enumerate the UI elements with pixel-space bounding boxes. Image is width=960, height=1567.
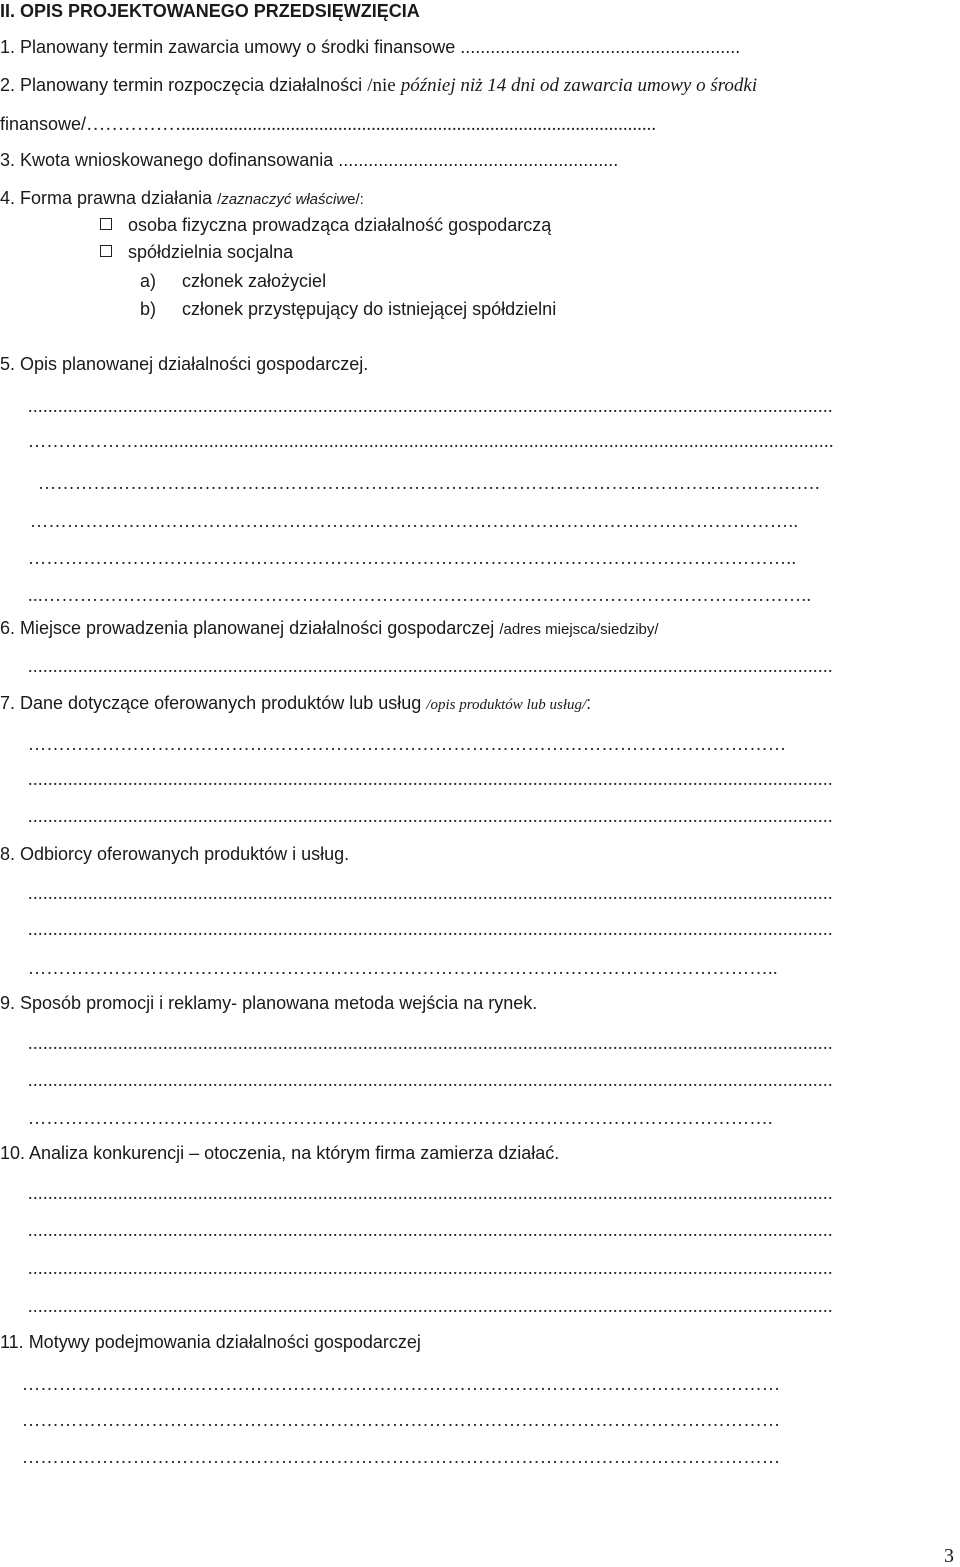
- q4-sub-a-marker: a): [140, 271, 157, 291]
- q11-dotted-line-3[interactable]: ……………………………………………………………………………………………………………: [22, 1447, 781, 1467]
- q7-dotted-line-1[interactable]: ……………………………………………………………………………………………………………: [28, 734, 787, 754]
- q10-dotted-line-1[interactable]: .................................................................................................................................................................: [28, 1183, 833, 1203]
- q10-dotted-line-2[interactable]: .................................................................................................................................................................: [28, 1220, 833, 1240]
- q10-dotted-line-4[interactable]: .................................................................................................................................................................: [28, 1296, 833, 1316]
- q2-line2: [0, 113, 958, 136]
- q4-label: 4. Forma prawna działania: [0, 188, 213, 208]
- q8-customers: 8. Odbiorcy oferowanych produktów i usług.: [0, 844, 350, 864]
- q5-line6-prefix: ...: [28, 585, 43, 605]
- q4-note-italic: zaznaczyć właściw: [221, 191, 348, 208]
- q11-dotted-line-2[interactable]: ……………………………………………………………………………………………………………: [22, 1410, 781, 1430]
- q2-note-slash: /nie: [367, 75, 396, 96]
- q4-sub-b: [140, 298, 556, 320]
- q8-dotted-line-1[interactable]: .................................................................................................................................................................: [28, 883, 833, 903]
- q3-requested-amount: 3. Kwota wnioskowanego dofinansowania ........................................................: [0, 150, 619, 170]
- q5-dotted-line-4[interactable]: ……………………………………………………………………………………………………………..: [30, 511, 799, 531]
- q8-dotted-line-2[interactable]: .................................................................................................................................................................: [28, 919, 833, 939]
- q5-dotted-line-2[interactable]: ………………...........................................................................................................................................: [28, 431, 834, 451]
- q11-dotted-line-1[interactable]: ……………………………………………………………………………………………………………: [22, 1374, 781, 1394]
- q5-dotted-line-5[interactable]: ……………………………………………………………………………………………………………..: [28, 548, 797, 568]
- q6-dotted-line-1[interactable]: .................................................................................................................................................................: [28, 656, 833, 676]
- q4-note-close: e/:: [347, 191, 364, 208]
- q9-promotion: 9. Sposób promocji i reklamy- planowana metoda wejścia na rynek.: [0, 993, 538, 1013]
- square-checkbox-icon[interactable]: [100, 245, 112, 257]
- square-checkbox-icon[interactable]: [100, 218, 112, 230]
- q4-option1-label: osoba fizyczna prowadząca działalność gospodarczą: [128, 215, 552, 235]
- q5-dotted-line-6[interactable]: [28, 585, 940, 605]
- q7-note: /opis produktów lub usług/: [426, 697, 587, 713]
- q9-dotted-line-3[interactable]: ………………………………………………………………………………………………………….: [28, 1108, 773, 1128]
- q5-line6-dots: ……………………………………………………………………………………………………………..: [43, 585, 812, 605]
- q4-legal-form: [0, 187, 364, 211]
- q7-label: 7. Dane dotyczące oferowanych produktów lub usług: [0, 693, 422, 713]
- q4-sub-b-marker: b): [140, 299, 157, 319]
- q6-business-location: [0, 617, 659, 641]
- q4-option-social-cooperative[interactable]: [100, 241, 293, 263]
- q11-motives: 11. Motywy podejmowania działalności gospodarczej: [0, 1332, 421, 1352]
- q2-label: 2. Planowany termin rozpoczęcia działalności: [0, 75, 363, 95]
- q7-dotted-line-3[interactable]: .................................................................................................................................................................: [28, 806, 833, 826]
- q10-dotted-line-3[interactable]: .................................................................................................................................................................: [28, 1258, 833, 1278]
- q2-note-italic: później niż 14 dni od zawarcia umowy o środki: [400, 75, 758, 96]
- q7-products-services: [0, 692, 591, 716]
- q9-dotted-line-1[interactable]: .................................................................................................................................................................: [28, 1033, 833, 1053]
- q6-note: /adres miejsca/siedziby/: [499, 621, 659, 638]
- q2-line2-label: finansowe/: [0, 114, 87, 134]
- q7-dotted-line-2[interactable]: .................................................................................................................................................................: [28, 769, 833, 789]
- q5-activity-description: 5. Opis planowanej działalności gospodarczej.: [0, 354, 369, 374]
- q9-dotted-line-2[interactable]: .................................................................................................................................................................: [28, 1070, 833, 1090]
- q10-competition: 10. Analiza konkurencji – otoczenia, na którym firma zamierza działać.: [0, 1143, 560, 1163]
- q6-label: 6. Miejsce prowadzenia planowanej działalności gospodarczej: [0, 618, 495, 638]
- q5-dotted-line-3[interactable]: ……………………………………………………………………………………………………………….: [38, 473, 820, 493]
- q1-planned-contract-date: 1. Planowany termin zawarcia umowy o środki finansowe ........................................................: [0, 37, 741, 57]
- q4-sub-b-label: członek przystępujący do istniejącej spółdzielni: [182, 299, 557, 319]
- q2-planned-start-date: [0, 74, 960, 97]
- q4-sub-a: [140, 270, 326, 292]
- q2-dotted-line[interactable]: ……………....................................................................................................: [86, 114, 657, 135]
- q4-note-open: /: [217, 191, 222, 208]
- q4-option2-label: spółdzielnia socjalna: [128, 242, 294, 262]
- q7-note-tail: :: [586, 693, 592, 713]
- q5-dotted-line-1[interactable]: .................................................................................................................................................................: [28, 396, 833, 416]
- q4-sub-a-label: członek założyciel: [182, 271, 327, 291]
- q4-option-sole-proprietor[interactable]: [100, 214, 551, 236]
- q8-dotted-line-3[interactable]: …………………………………………………………………………………………………………..: [28, 958, 778, 978]
- page-number: 3: [944, 1545, 954, 1567]
- section-heading: II. OPIS PROJEKTOWANEGO PRZEDSIĘWZIĘCIA: [0, 1, 420, 21]
